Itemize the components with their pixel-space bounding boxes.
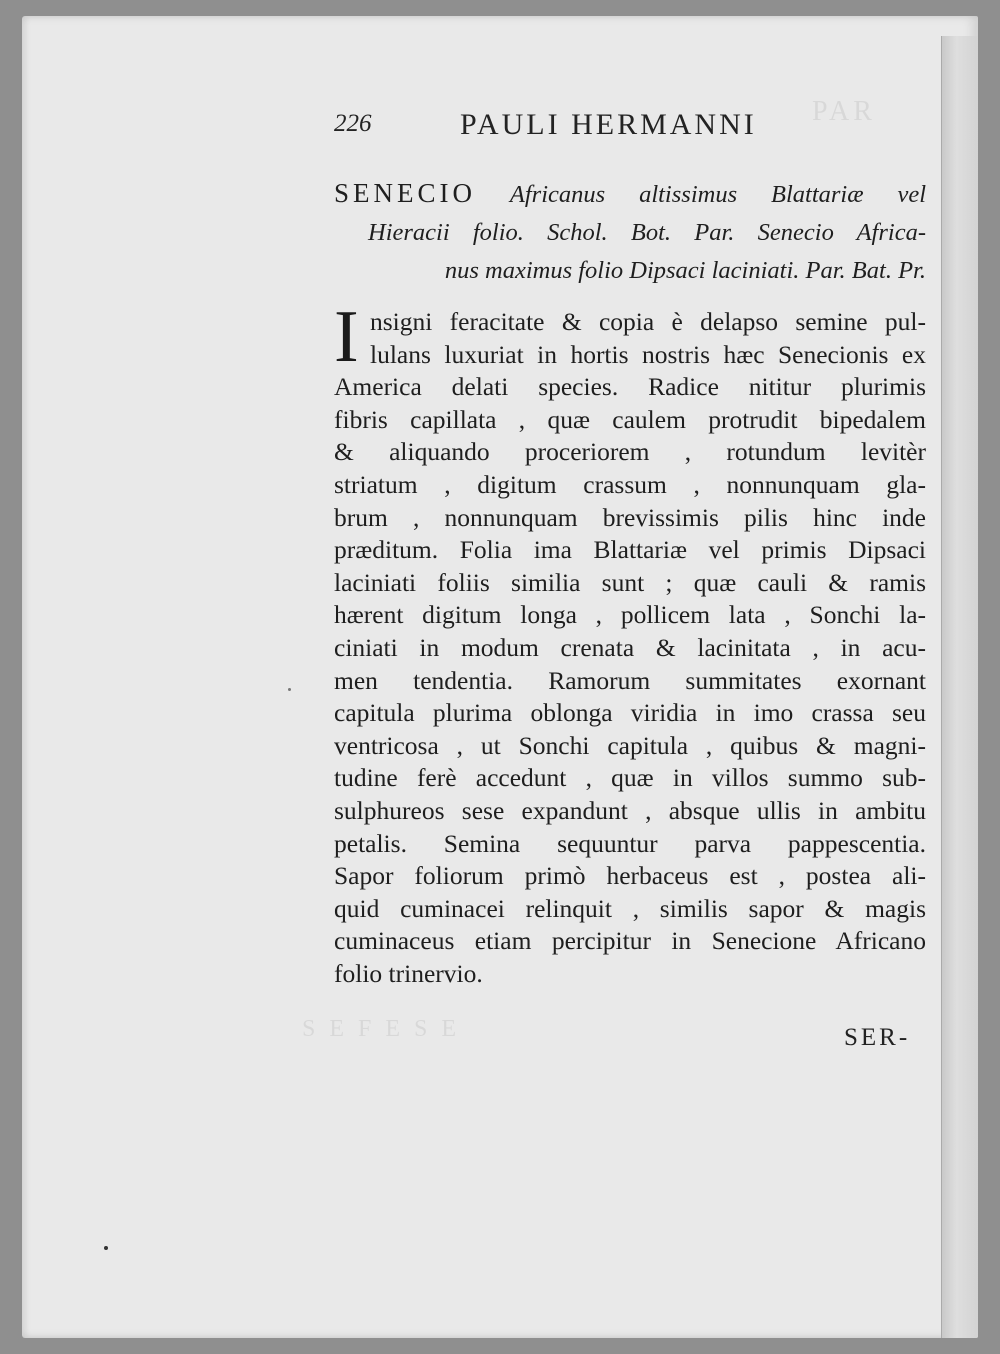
paper-speck (288, 688, 291, 691)
show-through-text: S E F E S E (302, 1016, 461, 1042)
description-paragraph (334, 296, 926, 990)
text-line: capitula plurima oblonga viridia in imo crassa seu (334, 698, 926, 728)
text-line: lulans luxuriat in hortis nostris hæc Senecionis ex (370, 339, 926, 369)
text-line: hærent digitum longa , pollicem lata , Sonchi la- (334, 600, 926, 630)
text-line: ventricosa , ut Sonchi capitula , quibus & magni- (334, 730, 926, 760)
text-line: fibris capillata , quæ caulem protrudit bipedalem (334, 404, 926, 434)
plant-entry-heading (334, 174, 926, 290)
entry-line-3 (334, 252, 926, 290)
text-line: men tendentia. Ramorum summitates exornant (334, 665, 926, 695)
running-title: PAULI HERMANNI (460, 108, 757, 141)
text-line: brum , nonnunquam brevissimis pilis hinc inde (334, 502, 926, 532)
text-line: quid cuminacei relinquit , similis sapor & magis (334, 893, 926, 923)
text-line: nsigni feracitate & copia è delapso semine pul- (370, 307, 926, 336)
text-line: laciniati foliis similia sunt ; quæ cauli & ramis (334, 567, 926, 597)
text-line: striatum , digitum crassum , nonnunquam gla- (334, 469, 926, 499)
text-line: sulphureos sese expandunt , absque ullis in ambitu (334, 795, 926, 825)
text-line: ciniati in modum crenata & lacinitata , in acu- (334, 632, 926, 662)
adjacent-page-edge (941, 36, 978, 1338)
text-line: præditum. Folia ima Blattariæ vel primis Dipsaci (334, 535, 926, 565)
paper-speck (104, 1246, 108, 1250)
entry-synonym: Hieracii folio. Schol. Bot. Par. Senecio Africa- (368, 219, 926, 246)
text-line: & aliquando proceriorem , rotundum levitèr (334, 437, 926, 467)
text-line: petalis. Semina sequuntur parva pappescentia. (334, 828, 926, 858)
entry-line-2 (334, 214, 926, 252)
text-line: folio trinervio. (334, 958, 483, 988)
entry-line-1 (334, 174, 926, 214)
book-page (22, 16, 978, 1338)
text-line: America delati species. Radice nititur plurimis (334, 372, 926, 402)
text-line: tudine ferè accedunt , quæ in villos summo sub- (334, 763, 926, 793)
text-line: Sapor foliorum primò herbaceus est , postea ali- (334, 861, 926, 891)
page-number: 226 (334, 110, 372, 137)
drop-cap: I (334, 296, 359, 378)
entry-synonym: Africanus altissimus Blattariæ vel (509, 181, 927, 208)
text-line: cuminaceus etiam percipitur in Senecione Africano (334, 926, 926, 956)
entry-synonym: nus maximus folio Dipsaci laciniati. Par. Bat. Pr. (444, 257, 926, 284)
running-head (334, 108, 814, 146)
plant-name: SENECIO (334, 178, 476, 208)
show-through-text: PAR (812, 96, 876, 127)
catchword: SER- (844, 1024, 911, 1051)
